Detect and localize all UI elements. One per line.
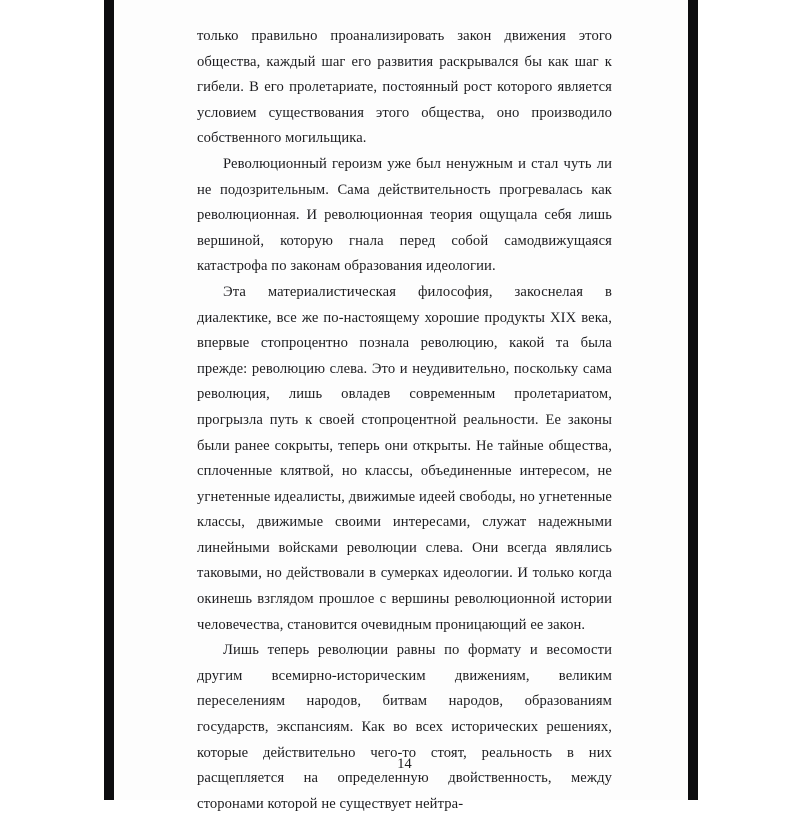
body-text-column: [197, 24, 612, 817]
paragraph: Эта материалистическая философия, закоснелая в диалектике, все же по-настоящему хорошие продукты XIX века, впервые стопроцентно познала революцию, какой та была прежде: революцию слева. Это и неудивительно, поскольку сама революция, лишь овладев современным пролетариатом, прогрызла путь к своей стопроцентной реальности. Ее законы были ранее сокрыты, теперь они открыты. Не тайные общества, сплоченные клятвой, но классы, объединенные интересом, не угнетенные идеалисты, движимые идеей свободы, но угнетенные классы, движимые своими интересами, служат надежными линейными войсками революции слева. Они всегда являлись таковыми, но действовали в сумерках идеологии. И только когда окинешь взглядом прошлое с вершины революционной истории человечества, становится очевидным проницающий ее закон.: [197, 283, 612, 633]
book-edge-left: [104, 0, 114, 800]
book-edge-right: [688, 0, 698, 800]
paragraph: только правильно проанализировать закон движения этого общества, каждый шаг его развития раскрывался бы как шаг к гибели. В его пролетариате, постоянный рост которого является условием существования этого общества, оно производило собственного могильщика.: [197, 28, 612, 147]
page-surround-left: [0, 0, 104, 800]
paragraph: Революционный героизм уже был ненужным и стал чуть ли не подозрительным. Сама действительность прогревалась как революционная. И революционная теория ощущала себя лишь вершиной, которую гнала перед собой самодвижущаяся катастрофа по законам образования идеологии.: [197, 155, 612, 275]
paragraph: Лишь теперь революции равны по формату и весомости другим всемирно-историческим движениям, великим переселениям народов, битвам народов, образованиям государств, экспансиям. Как во всех исторических решениях, которые действительно чего-то стоят, реальность в них расщепляется на определенную двойственность, между сторонами которой не существует нейтра-: [197, 642, 612, 812]
page-surround-right: [698, 0, 800, 800]
page-number: 14: [397, 756, 412, 772]
